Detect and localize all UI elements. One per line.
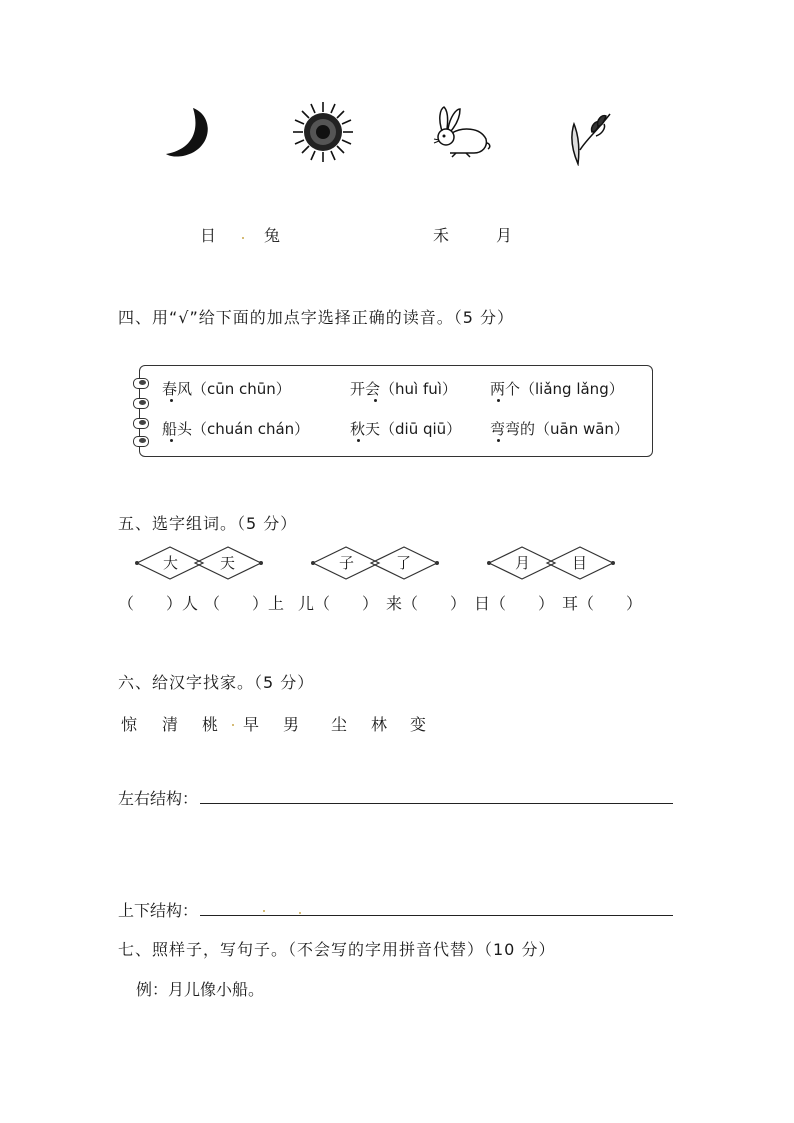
diamond-char: 大 (163, 554, 179, 572)
section5-title: 五、选字组词。（5 分） (118, 514, 298, 533)
diamond-char: 目 (572, 554, 588, 572)
fill-blank[interactable]: 来（ ） (386, 594, 467, 613)
emphasis-dot (170, 399, 173, 402)
stray-mark (299, 912, 301, 914)
diamond-pair (486, 544, 616, 582)
fill-blank[interactable]: （ ）上 (204, 594, 285, 613)
pic-label-ri: 日 (200, 226, 217, 245)
diamond-char: 子 (339, 554, 355, 572)
binder-ring (133, 398, 149, 409)
pinyin-item: 秋天（diū qiū） (350, 420, 462, 438)
fill-blank[interactable]: 耳（ ） (562, 594, 643, 613)
emphasis-dot (170, 439, 173, 442)
char-item: 变 (410, 715, 427, 734)
emphasis-dot (374, 399, 377, 402)
stray-mark (232, 724, 234, 726)
char-item: 惊 (121, 715, 138, 734)
stray-mark (242, 237, 244, 239)
char-item: 桃 (202, 715, 219, 734)
section4-title: 四、用“√”给下面的加点字选择正确的读音。（5 分） (118, 308, 515, 327)
binder-ring (133, 378, 149, 389)
fill-blank[interactable]: 日（ ） (474, 594, 555, 613)
pinyin-box (139, 365, 653, 457)
example-sentence: 例：月儿像小船。 (136, 980, 265, 999)
rabbit-picture (430, 105, 492, 160)
pinyin-item: 春风（cūn chūn） (162, 380, 291, 398)
left-right-label: 左右结构： (118, 789, 199, 808)
pinyin-item: 弯弯的（uān wān） (490, 420, 629, 438)
diamond-char: 天 (220, 554, 236, 572)
diamond-pair (134, 544, 264, 582)
grain-picture (566, 110, 616, 166)
pic-label-tu: 兔 (264, 226, 281, 245)
pinyin-item: 开会（huì fuì） (350, 380, 457, 398)
binder-ring (133, 418, 149, 429)
pic-label-yue: 月 (496, 226, 513, 245)
char-item: 男 (283, 715, 300, 734)
pic-label-he: 禾 (433, 226, 450, 245)
emphasis-dot (497, 399, 500, 402)
char-item: 尘 (331, 715, 348, 734)
moon-picture (163, 106, 215, 158)
pinyin-item: 船头（chuán chán） (162, 420, 310, 438)
stray-mark (263, 910, 265, 912)
fill-blank[interactable]: 儿（ ） (298, 594, 379, 613)
fill-blank[interactable]: （ ）人 (118, 594, 199, 613)
binder-ring (133, 436, 149, 447)
pinyin-item: 两个（liǎng lǎng） (490, 380, 624, 398)
diamond-char: 月 (515, 554, 531, 572)
section7-title: 七、照样子，写句子。（不会写的字用拼音代替）（10 分） (118, 940, 556, 959)
emphasis-dot (357, 439, 360, 442)
top-bottom-label: 上下结构： (118, 901, 199, 920)
diamond-pair (310, 544, 440, 582)
section6-title: 六、给汉字找家。（5 分） (118, 673, 315, 692)
diamond-char: 了 (396, 554, 412, 572)
answer-line-left-right[interactable] (200, 803, 673, 804)
emphasis-dot (497, 439, 500, 442)
char-item: 林 (371, 715, 388, 734)
char-item: 清 (162, 715, 179, 734)
sun-picture (292, 101, 354, 163)
answer-line-top-bottom[interactable] (200, 915, 673, 916)
char-item: 早 (243, 715, 260, 734)
